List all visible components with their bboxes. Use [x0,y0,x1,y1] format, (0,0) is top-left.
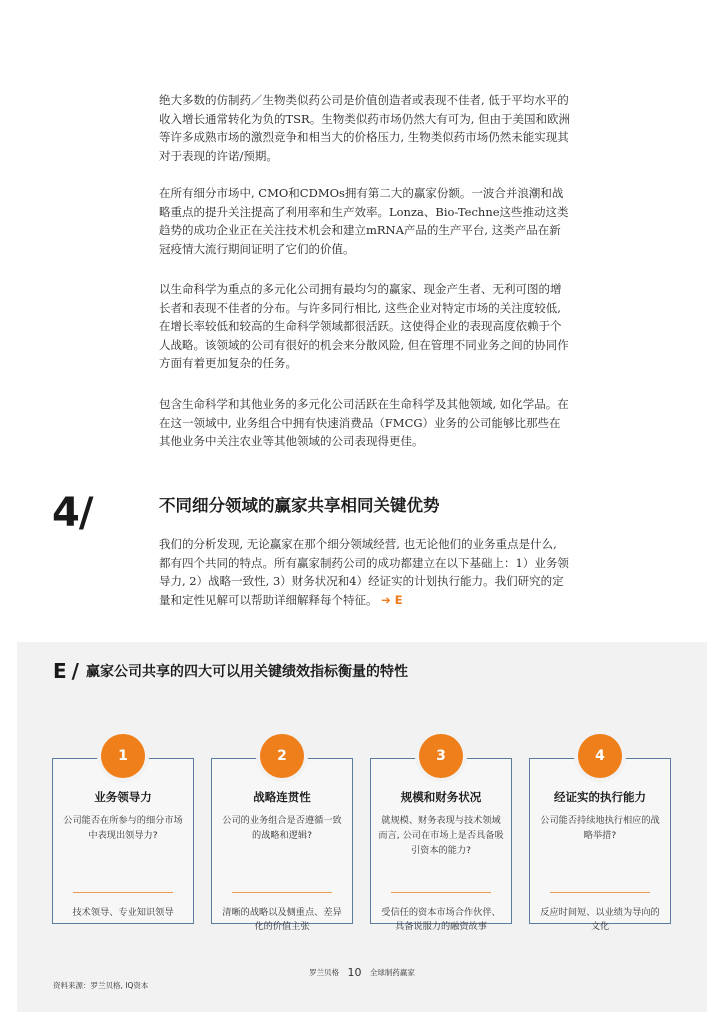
section-body-text: 我们的分析发现, 无论赢家在那个细分领域经营, 也无论他们的业务重点是什么, 都有四个共同的特点。所有赢家制药公司的成功都建立在以下基础上：1）业务领导力, 2）战略一致性, 3）财务状况和4）经证实的计划执行能力。我们研究的定量和定性见解可以帮助详细解释每个特征。 [159,537,569,607]
paragraph-diversified-other: 包含生命科学和其他业务的多元化公司活跃在生命科学及其他领域, 如化学品。在在这一领域中, 业务组合中拥有快速消费品（FMCG）业务的公司能够比那些在其他业务中关注农业等其他领域的公司表现得更佳。 [159,397,569,449]
card-title: 经证实的执行能力 [554,790,646,804]
card-divider [550,892,650,893]
exhibit-slash: / [71,659,79,683]
card-title: 战略连贯性 [253,790,311,804]
source-note: 资料来源：罗兰贝格, IQ资本 [53,981,149,990]
card-divider [391,892,491,893]
card-divider [232,892,332,893]
card-number-badge: 4 [578,734,622,778]
card-scale-and-finance [370,758,512,932]
card-number-badge: 3 [419,734,463,778]
card-divider [73,892,173,893]
exhibit-reference-link[interactable]: ➔ E [381,592,403,607]
paragraph-cdmo: 在所有细分市场中, CMO和CDMOs拥有第二大的赢家份额。一波合并浪潮和战略重点的提升关注提高了利用率和生产效率。Lonza、Bio-Techne这些推动这类趋势的成功企业正在关注技术机会和建立mRNA产品的生产平台, 这类产品在新冠疫情大流行期间证明了它们的价值。 [159,186,569,256]
section-number: 4/ [52,490,93,536]
card-business-leadership [52,758,194,924]
card-kpi: 技术领导、专业知识领导 [72,907,174,918]
paragraph-generics: 绝大多数的仿制药／生物类似药公司是价值创造者或表现不佳者, 低于平均水平的收入增长通常转化为负的TSR。生物类似药市场仍然大有可为, 但由于美国和欧洲等许多成熟市场的激烈竞争和相当大的价格压力, 生物类似药市场仍然未能实现其对于表现的许诺/预期。 [159,93,571,163]
card-description: 公司能否持续地执行相应的战略举措? [540,815,660,841]
page-number: 10 [347,966,362,979]
card-strategic-coherence [211,758,353,932]
card-description: 公司的业务组合是否遵循一致的战略和逻辑? [222,815,342,841]
footer-publication: 全球制药赢家 [369,968,415,977]
card-title: 业务领导力 [94,790,152,804]
card-number-badge: 1 [101,734,145,778]
paragraph-diversified-life-science: 以生命科学为重点的多元化公司拥有最均匀的赢家、现金产生者、无利可图的增长者和表现不佳者的分布。与许多同行相比, 这些企业对特定市场的关注度较低, 在增长率较低和较高的生命科学领域都很活跃。这使得企业的表现高度依赖于个人战略。该领域的公司有很好的机会来分散风险, 但在管理不同业务之间的协同作方面有着更加复杂的任务。 [159,282,569,371]
card-proven-execution [529,758,671,932]
card-description: 公司能否在所参与的细分市场中表现出领导力? [63,815,183,841]
footer-brand: 罗兰贝格 [309,968,340,977]
card-kpi: 受信任的资本市场合作伙伴、具备说服力的融资故事 [381,907,501,932]
exhibit-letter: E [53,659,67,683]
card-number-badge: 2 [260,734,304,778]
page-footer [17,966,707,979]
card-kpi: 清晰的战略以及侧重点、差异化的价值主张 [222,907,342,932]
exhibit-header [53,658,408,684]
card-description: 就规模、财务表现与技术领域而言, 公司在市场上是否具备吸引资本的能力? [378,815,504,856]
card-title: 规模和财务状况 [400,790,482,804]
card-kpi: 反应时间短、以业绩为导向的文化 [540,907,660,932]
exhibit-title: 赢家公司共享的四大可以用关键绩效指标衡量的特性 [85,664,408,680]
exhibit-panel [17,642,707,1012]
section-title: 不同细分领域的赢家共享相同关键优势 [159,496,440,515]
section-body [159,535,571,609]
